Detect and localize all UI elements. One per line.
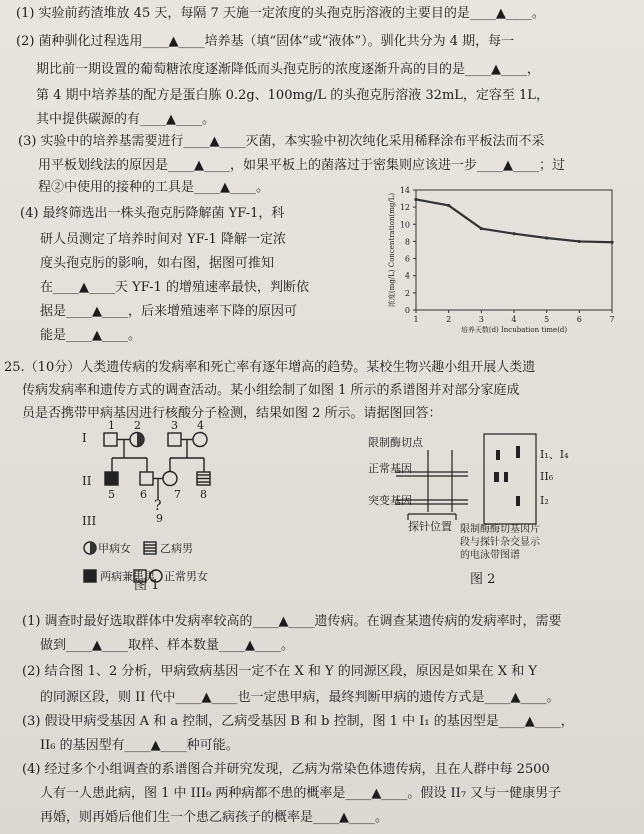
pedigree-num-3: 3 <box>171 419 178 432</box>
data-point <box>447 204 450 207</box>
q25-line-9: 再婚，则再婚后他们生一个患乙病孩子的概率是____▲____。 <box>40 810 388 825</box>
data-point <box>578 240 581 243</box>
q24-line-14: 能是____▲____。 <box>40 328 141 343</box>
q25-line-6: II₆ 的基因型有____▲____种可能。 <box>40 738 239 753</box>
q25-line-7: (4) 经过多个小组调查的系谱图合并研究发现，乙病为常染色体遗传病，且在人群中每 2500 <box>22 762 550 777</box>
y-tick-label: 4 <box>404 271 410 281</box>
individual-II7 <box>163 472 177 486</box>
individual-I3 <box>168 433 181 446</box>
q24-line-12: 在____▲____天 YF-1 的增殖速率最快，判断依 <box>40 280 309 295</box>
gel-band <box>504 472 508 482</box>
q24-line-1: (1) 实验前药渣堆放 45 天，每隔 7 天施一定浓度的头孢克肟溶液的主要目的是____▲____。 <box>16 6 545 21</box>
pedigree-num-1: 1 <box>108 419 115 432</box>
gen-label-I: I <box>82 431 87 445</box>
q24-line-5: 其中提供碳源的有____▲____。 <box>36 112 215 127</box>
q25-intro-line-2: 传病发病率和遗传方式的调查活动。某小组绘制了如图 1 所示的系谱图并对部分家庭成 <box>22 383 520 398</box>
gen-label-III: III <box>82 514 97 528</box>
q24-line-10: 研人员测定了培养时间对 YF-1 降解一定浓 <box>40 232 286 247</box>
individual-III9: ? <box>154 498 162 514</box>
q25-line-3: (2) 结合图 1、2 分析，甲病致病基因一定不在 X 和 Y 的同源区段，原因是如果在 X 和 Y <box>22 664 537 679</box>
x-tick-label: 5 <box>544 315 550 324</box>
pedigree-num-7: 7 <box>174 488 181 501</box>
gel-box <box>484 434 536 524</box>
q25-line-1: (1) 调查时最好选取群体中发病率较高的____▲____遗传病。在调查某遗传病的发病率时，需要 <box>22 614 562 629</box>
pedigree-num-5: 5 <box>108 488 115 501</box>
fig2-label-normal-gene: 正常基因 <box>368 462 412 475</box>
y-tick-label: 10 <box>399 220 410 230</box>
pedigree-num-2: 2 <box>134 419 141 432</box>
legend-yibing-nan: 乙病男 <box>160 542 193 555</box>
individual-I1 <box>104 433 117 446</box>
q24-line-13: 据是____▲____，后来增殖速率下降的原因可 <box>40 304 297 319</box>
individual-II6 <box>140 472 153 485</box>
gen-label-II: II <box>82 474 92 488</box>
q25-intro-line-1: 25.（10分）人类遗传病的发病率和死亡率有逐年增高的趋势。某校生物兴趣小组开展人类遗 <box>4 360 536 375</box>
figure-1-caption: 图 1 <box>134 578 160 593</box>
legend-liangbing-symbol <box>84 570 96 582</box>
series-line <box>416 199 612 242</box>
x-tick-label: 7 <box>609 315 615 324</box>
q24-line-3: 期比前一期设置的葡萄糖浓度逐渐降低而头孢克肟的浓度逐渐升高的目的是____▲____， <box>36 62 540 77</box>
x-tick-label: 4 <box>511 315 517 324</box>
electrophoresis-figure <box>356 432 596 572</box>
data-point <box>414 198 417 201</box>
concentration-line-chart <box>384 182 618 332</box>
pedigree-num-8: 8 <box>200 488 207 501</box>
q24-line-7: 用平板划线法的原因是____▲____，如果平板上的菌落过于密集则应该进一步____▲____；过 <box>38 158 565 173</box>
q24-line-8: 程②中使用的接种的工具是____▲____。 <box>38 180 269 195</box>
q24-line-6: (3) 实验中的培养基需要进行____▲____灭菌，本实验中初次纯化采用稀释涂布平板法而不采 <box>18 134 545 149</box>
data-point <box>610 241 613 244</box>
fig2-note-2: 段与探针杂交显示 <box>460 537 540 548</box>
y-axis-label: 浓度(mg/L) Concentration(mg/L) <box>388 192 396 308</box>
gel-band <box>496 450 500 460</box>
pedigree-figure <box>82 419 262 600</box>
x-tick-label: 2 <box>446 315 452 324</box>
y-tick-label: 12 <box>399 203 410 213</box>
x-tick-label: 1 <box>413 315 419 324</box>
individual-I4 <box>193 433 207 447</box>
q25-line-8: 人有一人患此病，图 1 中 III₉ 两种病都不患的概率是____▲____。假设 II₇ 又与一健康男子 <box>40 786 562 801</box>
gel-band <box>516 496 520 506</box>
fig2-label-cut-site: 限制酶切点 <box>368 436 423 449</box>
fig2-lane-3: I₂ <box>540 494 549 507</box>
q25-intro-line-3: 员是否携带甲病基因进行核酸分子检测，结果如图 2 所示。请据图回答： <box>22 406 442 421</box>
x-axis-label: 培养天数(d) Incubation time(d) <box>460 326 568 334</box>
y-tick-label: 14 <box>399 186 410 195</box>
x-tick-label: 6 <box>576 315 582 324</box>
y-tick-label: 6 <box>404 254 410 264</box>
legend-jiabing-nv: 甲病女 <box>98 542 131 555</box>
q24-line-9: (4) 最终筛选出一株头孢克肟降解菌 YF-1，科 <box>20 206 285 221</box>
q24-line-2: (2) 菌种驯化过程选用____▲____培养基（填“固体”或“液体”）。驯化共分为 4 期，每一 <box>16 34 515 49</box>
fig2-lane-2: II₆ <box>540 470 554 483</box>
q25-line-5: (3) 假设甲病受基因 A 和 a 控制，乙病受基因 B 和 b 控制，图 1 中 I₁ 的基因型是____▲____， <box>22 714 574 729</box>
q25-line-2: 做到____▲____取样、样本数量____▲____。 <box>40 638 294 653</box>
pedigree-num-4: 4 <box>197 419 204 432</box>
pedigree-num-9: 9 <box>156 512 163 525</box>
gel-band <box>516 446 520 458</box>
y-tick-label: 0 <box>404 306 410 315</box>
fig2-label-mutant-gene: 突变基因 <box>368 494 412 507</box>
pedigree-num-6: 6 <box>140 488 147 501</box>
fig2-lane-1: I₁、I₄ <box>540 448 569 461</box>
individual-II5 <box>105 472 118 485</box>
legend-liangbing: 两病兼患男 <box>100 570 155 583</box>
q25-line-4: 的同源区段，则 II 代中____▲____也一定患甲病，最终判断甲病的遗传方式是____▲____。 <box>40 690 560 705</box>
y-tick-label: 8 <box>404 237 410 247</box>
legend-normal: 正常男女 <box>164 570 208 583</box>
data-point <box>480 227 483 230</box>
gel-band <box>494 472 499 482</box>
q24-line-11: 度头孢克肟的影响，如右图，据图可推知 <box>40 256 275 271</box>
fig2-note-1: 限制酶酶切基因片 <box>460 524 540 535</box>
data-point <box>545 236 548 239</box>
chart-frame <box>416 190 612 310</box>
fig2-label-probe: 探针位置 <box>408 520 452 533</box>
y-tick-label: 2 <box>404 288 410 298</box>
data-point <box>512 232 515 235</box>
q24-line-4: 第 4 期中培养基的配方是蛋白胨 0.2g、100mg/L 的头孢克肟溶液 32mL，定容至 1L， <box>36 88 549 103</box>
fig2-note-3: 的电泳带图谱 <box>460 550 520 561</box>
x-tick-label: 3 <box>478 315 484 324</box>
figure-2-caption: 图 2 <box>470 572 496 587</box>
